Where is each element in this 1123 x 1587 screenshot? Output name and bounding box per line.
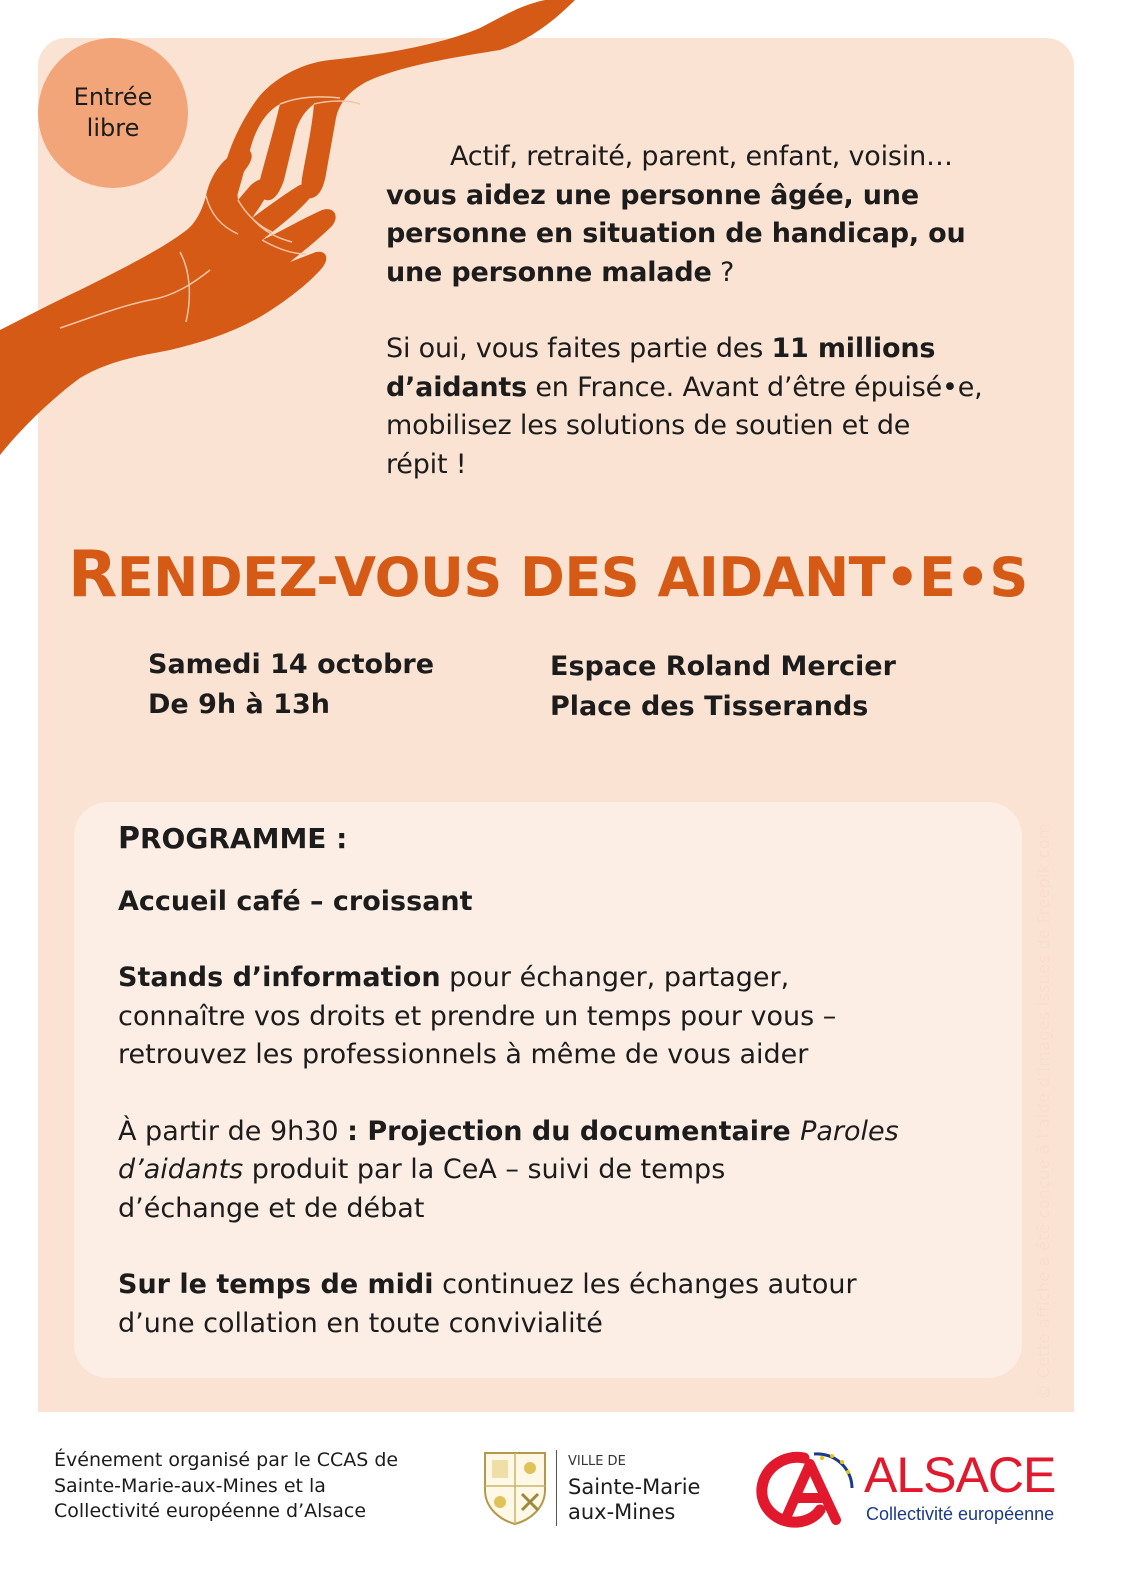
ville-de-label: VILLE DE <box>568 1454 626 1469</box>
event-time: De 9h à 13h <box>148 689 330 720</box>
badge-line1: Entrée <box>73 83 153 111</box>
projection-line3: d’échange et de débat <box>118 1192 425 1224</box>
projection-italic1: Paroles <box>800 1115 899 1147</box>
stands-line2: connaître vos droits et prendre un temps pour vous – <box>118 1000 837 1032</box>
organizer-text <box>54 1448 398 1525</box>
alsace-subtitle: Collectivité européenne <box>866 1504 1055 1524</box>
intro-p2-line2a: d’aidants <box>386 371 528 403</box>
event-title <box>68 538 1028 612</box>
intro-line4-end: ? <box>711 256 735 288</box>
programme-heading-rest: ROGRAMME : <box>140 822 348 855</box>
event-address: Place des Tisserands <box>550 691 869 722</box>
programme-item-projection <box>118 1113 998 1229</box>
intro-text <box>386 138 1076 484</box>
ville-name-line1: Sainte-Marie <box>568 1475 701 1499</box>
programme-item-lunch <box>118 1266 998 1343</box>
programme-box <box>74 802 1022 1378</box>
intro-p2-line3: mobilisez les solutions de soutien et de <box>386 410 911 441</box>
intro-line2: vous aidez une personne âgée, une <box>386 179 919 211</box>
ville-name-line2: aux-Mines <box>568 1500 676 1524</box>
title-rest: ENDEZ-VOUS DES AIDANT•E•S <box>116 546 1028 609</box>
intro-line3: personne en situation de handicap, ou <box>386 218 966 249</box>
event-date: Samedi 14 octobre <box>148 649 435 680</box>
lunch-line2: d’une collation en toute convivialité <box>118 1307 603 1339</box>
organizer-line1: Événement organisé par le CCAS de <box>54 1449 399 1471</box>
lunch-line1: continuez les échanges autour <box>433 1269 857 1300</box>
projection-italic2: d’aidants <box>118 1154 244 1185</box>
stands-bold: Stands d’information <box>118 962 441 993</box>
programme-heading <box>118 820 998 859</box>
programme-heading-initial: P <box>118 821 140 856</box>
alsace-logo <box>756 1446 1066 1532</box>
intro-p2-line1b: 11 millions <box>771 333 936 364</box>
stands-line1: pour échanger, partager, <box>440 962 790 993</box>
projection-line2: produit par la CeA – suivi de temps <box>243 1154 726 1185</box>
badge-line2: libre <box>86 114 140 142</box>
intro-p2-line4: répit ! <box>386 448 467 480</box>
intro-line1: Actif, retraité, parent, enfant, voisin… <box>450 141 953 172</box>
programme-item-welcome: Accueil café – croissant <box>118 885 473 917</box>
title-initial: R <box>68 538 117 612</box>
organizer-line3: Collectivité européenne d’Alsace <box>54 1500 367 1522</box>
event-venue: Espace Roland Mercier <box>550 651 896 682</box>
intro-p2-line2b: en France. Avant d’être épuisé•e, <box>527 371 983 403</box>
alsace-emblem-icon <box>756 1448 856 1530</box>
free-entry-badge <box>38 38 188 188</box>
event-location <box>550 647 896 727</box>
projection-time: À partir de 9h30 <box>118 1115 348 1147</box>
alsace-wordmark: ALSACE <box>864 1447 1056 1503</box>
stands-line3: retrouvez les professionnels à même de vous aider <box>118 1039 809 1070</box>
projection-bold: : Projection du documentaire <box>347 1115 801 1147</box>
event-datetime <box>148 645 434 725</box>
organizer-line2: Sainte-Marie-aux-Mines et la <box>54 1474 326 1497</box>
intro-p2-line1a: Si oui, vous faites partie des <box>386 333 772 364</box>
programme-item-stands <box>118 959 998 1075</box>
intro-line4: une personne malade <box>386 256 712 288</box>
coat-of-arms-icon <box>482 1450 548 1526</box>
ville-name <box>568 1475 700 1525</box>
lunch-bold: Sur le temps de midi <box>118 1269 434 1300</box>
image-credit: © Cette affiche a été conçue à l’aide d’images issues de Freepik.com <box>1034 823 1053 1400</box>
